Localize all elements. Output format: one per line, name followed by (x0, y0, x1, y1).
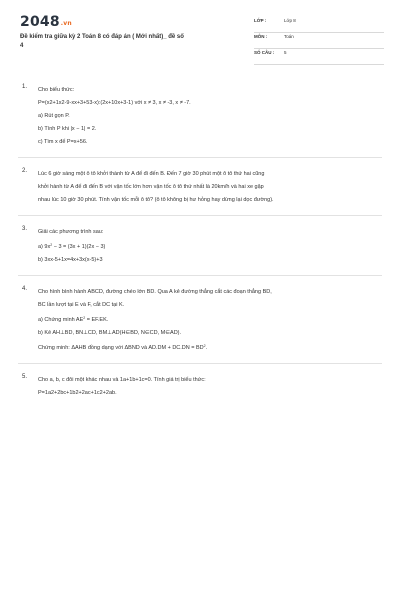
equation-part: = EF.EK. (85, 317, 109, 323)
question-text: Giải các phương trình sau: (38, 229, 104, 235)
question-text: Lúc 6 giờ sáng một ô tô khởi thành từ A để đi đến B. Đến 7 giờ 30 phút một ô tô thứ hai cũng (38, 171, 265, 177)
header (0, 0, 400, 78)
question-number: 4. (22, 286, 28, 292)
question-1 (0, 84, 400, 149)
question-3 (0, 226, 400, 267)
question-text: Cho a, b, c đôi một khác nhau và 1a+1b+1c=0. Tính giá trị biểu thức: (38, 377, 206, 383)
meta-value: Toán (284, 34, 294, 39)
exponent: 2 (203, 344, 206, 348)
question-text: nhau lúc 10 giờ 30 phút. Tính vận tốc mỗi ô tô? (ô tô không bị hư hỏng hay dừng lại dọc đường). (38, 197, 274, 203)
question-text: Cho biểu thức: (38, 87, 75, 93)
exponent: 2 (50, 243, 53, 247)
question-number: 1. (22, 84, 28, 90)
logo-text: 2048 (20, 14, 60, 30)
question-part (38, 340, 382, 355)
equation-part: a) Chứng minh AE (38, 317, 84, 323)
question-text: khởi hành từ A để đi đến B với vận tốc lớn hơn vận tốc ô tô thứ nhất là 20km/h và hai xe gặp (38, 184, 264, 190)
equation-part: − 3 = (3x + 1)(2x − 3) (52, 244, 106, 250)
meta-table (254, 17, 384, 65)
question-4 (0, 286, 400, 355)
question-part (38, 239, 382, 254)
question-text: P=1a2+2bc+1b2+2ac+1c2+2ab. (38, 390, 117, 396)
equation-part: Chứng minh: ΔAHB đồng dạng với ΔBND và AD.DM + DC.DN = BD (38, 345, 204, 351)
question-part (38, 312, 382, 327)
document-title-line-1: Đề kiểm tra giữa kỳ 2 Toán 8 có đáp án ( Mới nhất)_ đề số (20, 34, 184, 40)
question-part: b) Tính P khi |x − 1| = 2. (38, 126, 97, 132)
meta-row-class (254, 17, 384, 33)
meta-key: LỚP : (254, 18, 267, 23)
document-title (20, 33, 240, 51)
meta-key: SỐ CÂU : (254, 50, 275, 55)
question-text: Cho hình bình hành ABCD, đường chéo lớn BD. Qua A kẻ đường thẳng cắt các đoạn thẳng BD, (38, 289, 272, 295)
question-part: c) Tìm x để P=x+56. (38, 139, 88, 145)
question-text: P=(x2+1x2-9-xx+3+53-x):(2x+10x+3-1) với x ≠ 3, x ≠ -3, x ≠ -7. (38, 100, 191, 106)
question-part: b) 3xx-5+1x=4x+3x(x-5)+3 (38, 257, 103, 263)
meta-key: MÔN : (254, 34, 268, 39)
question-number: 3. (22, 226, 28, 232)
question-part: b) Kẻ AH⊥BD, BN⊥CD, BM⊥AD(H∈BD, N∈CD, M∈AD). (38, 330, 182, 336)
logo-suffix: .vn (60, 20, 72, 27)
exponent: 2 (83, 316, 86, 320)
equation-part: a) 9x (38, 244, 51, 250)
question-text: BC lần lượt tại E và F, cắt DC tại K. (38, 302, 125, 308)
question-list (0, 84, 400, 400)
question-2 (0, 168, 400, 207)
question-number: 5. (22, 374, 28, 380)
question-number: 2. (22, 168, 28, 174)
divider (18, 275, 382, 276)
document-title-line-2: 4 (20, 43, 24, 49)
question-part: a) Rút gọn P. (38, 113, 70, 119)
meta-row-question-count (254, 49, 384, 65)
question-5 (0, 374, 400, 400)
meta-value: Lớp 8 (284, 18, 296, 23)
equation-part: . (205, 345, 208, 351)
meta-row-subject (254, 33, 384, 49)
divider (18, 215, 382, 216)
divider (18, 363, 382, 364)
divider (18, 157, 382, 158)
site-logo[interactable] (20, 14, 72, 30)
meta-value: 5 (284, 50, 287, 55)
